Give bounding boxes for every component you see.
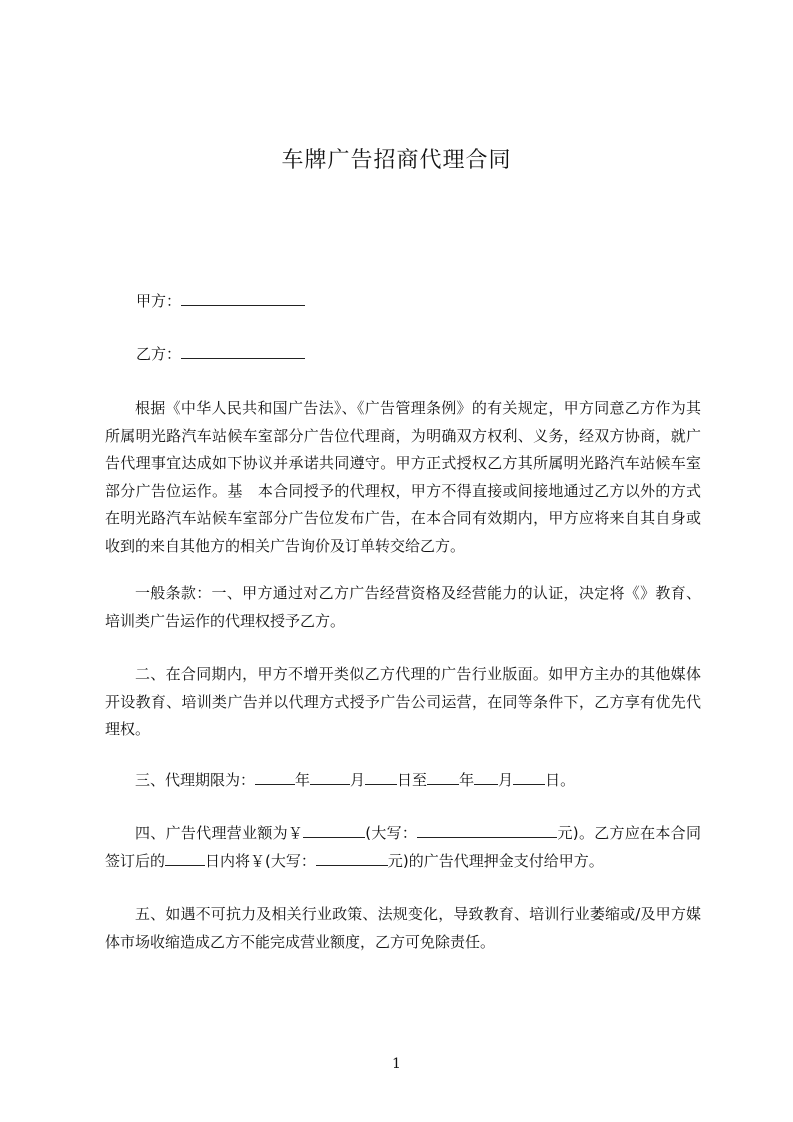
party-a-blank <box>181 291 305 306</box>
end-month-blank <box>474 769 498 785</box>
deposit-caps-blank <box>316 850 388 866</box>
preamble-paragraph: 根据《中华人民共和国广告法》、《广告管理条例》的有关规定，甲方同意乙方作为其所属明光路汽车站候车室部分广告位代理商，为明确双方权利、义务，经双方协商，就广告代理事宜达成如下协议并承诺共同遵守。甲方正式授权乙方其所属明光路汽车站候车室部分广告位运作。基 本合同授予的代理权，甲方不得直接或间接地通过乙方以外的方式在明光路汽车站候车室部分广告位发布广告，在本合同有效期内，甲方应将来自其自身或收到的来自其他方的相关广告询价及订单转交给乙方。 <box>105 399 701 555</box>
month-label: 月 <box>350 771 366 789</box>
turnover-caps-blank <box>417 822 557 838</box>
party-a-line <box>136 291 305 311</box>
caps-open-label: (大写： <box>365 824 418 842</box>
page-number: 1 <box>392 1056 401 1072</box>
party-b-label: 乙方： <box>136 345 182 363</box>
clause-4-paragraph <box>105 820 701 875</box>
year-label: 年 <box>295 771 311 789</box>
day-label: 日。 <box>545 771 576 789</box>
general-clause-paragraph: 一般条款：一、甲方通过对乙方广告经营资格及经营能力的认证，决定将《》教育、培训类广告运作的代理权授予乙方。 <box>105 584 701 630</box>
end-year-blank <box>427 769 459 785</box>
clause-4-prefix: 四、广告代理营业额为￥ <box>135 824 304 842</box>
clause-2-paragraph: 二、在合同期内，甲方不增开类似乙方代理的广告行业版面。如甲方主办的其他媒体开设教育、培训类广告并以代理方式授予广告公司运营，在同等条件下，乙方享有优先代理权。 <box>105 665 701 738</box>
days-blank <box>165 850 205 866</box>
clause-5-paragraph: 五、如遇不可抗力及相关行业政策、法规变化，导致教育、培训行业萎缩或/及甲方媒体市场收缩造成乙方不能完成营业额度，乙方可免除责任。 <box>105 905 701 951</box>
month-label: 月 <box>498 771 514 789</box>
deposit-close-label: 元)的广告代理押金支付给甲方。 <box>387 851 604 870</box>
start-month-blank <box>310 769 350 785</box>
party-a-label: 甲方： <box>136 292 182 310</box>
start-year-blank <box>255 769 295 785</box>
days-text: 日内将￥(大写： <box>205 851 316 870</box>
end-day-blank <box>513 769 545 785</box>
party-b-blank <box>181 344 305 359</box>
clause-3-prefix: 三、代理期限为： <box>135 771 256 789</box>
contract-title: 车牌广告招商代理合同 <box>281 148 512 173</box>
yuan-close-label: 元)。乙方应在本合同签订后的 <box>105 824 701 870</box>
year-label: 年 <box>459 771 475 789</box>
start-day-blank <box>365 769 397 785</box>
turnover-amount-blank <box>303 822 365 838</box>
day-to-label: 日至 <box>397 771 428 789</box>
party-b-line <box>136 344 305 364</box>
clause-3-paragraph <box>105 767 701 795</box>
